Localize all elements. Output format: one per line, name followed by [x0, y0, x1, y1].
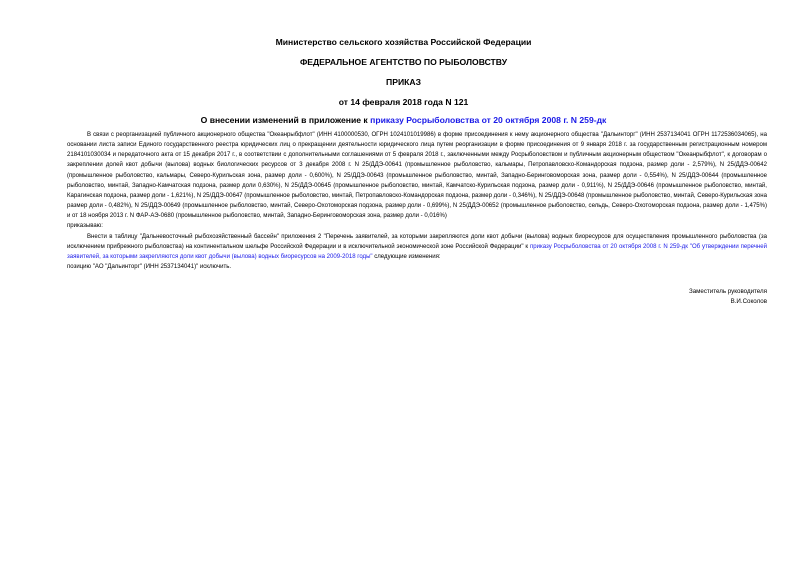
amendment-text: Внести в таблицу "Дальневосточный рыбохозяйственный бассейн" приложения 2 "Перечень заявителей, за которыми закрепляются доли квот добычи (вылова) водных биоресурсов для осуществления промышленного рыболовства (за исключением прибрежного рыболовства) на континентальном шельфе Российской Федерации и в исключительной экономической зоне Российской Федерации" к: [67, 233, 767, 250]
order-word: приказываю:: [67, 223, 103, 230]
doc-title: [0, 115, 807, 125]
title-order-link[interactable]: приказу Росрыболовства от 20 октября 2008 г. N 259-дк: [370, 115, 607, 125]
preamble-paragraph: В связи с реорганизацией публичного акционерного общества "Океанрыбфлот" (ИНН 4100000530, ОГРН 1024101019986) в форме присоединения к нему акционерного общества "Дальинторг" (ИНН 2537134041 ОГРН 1172536034065), на основании листа записи Единого государственного реестра юридических лиц о прекращении деятельности юридического лица путем реорганизации в форме присоединения от 9 января 2018 г. за государственным регистрационным номером 2184101030034 и передаточного акта от 15 декабря 2017 г., в соответствии с дополнительными соглашениями от 5 февраля 2018 г., заключенными между Росрыболовством и публичным акционерным обществом "Океанрыбфлот", к договорам о закреплении долей квот добычи (вылова) водных биологических ресурсов от 3 декабря 2008 г. N 25/ДДЭ-00641 (промышленное рыболовство, кальмары, Петропавловско-Командорская подзона, размер доли - 2,579%), N 25/ДДЭ-00642 (промышленное рыболовство, кальмары, Северо-Курильская зона, размер доли - 0,600%), N 25/ДДЭ-00643 (промышленное рыболовство, минтай, Западно-Беринговоморская зона, размер доли - 0,554%), N 25/ДДЭ-00644 (промышленное рыболовство, минтай, Западно-Камчатская подзона, размер доли 0,630%), N 25/ДДЭ-00645 (промышленное рыболовство, минтай, Камчатско-Курильская подзона, размер доли - 0,911%), N 25/ДДЭ-00646 (промышленное рыболовство, минтай, Карагинская подзона, размер доли - 1,621%), N 25/ДДЭ-00647 (промышленное рыболовство, минтай, Петропавловско-Командорская подзона, размер доли - 0,346%), N 25/ДДЭ-00648 (промышленное рыболовство, минтай, Северо-Курильская зона размер доли - 0,482%), N 25/ДДЭ-00649 (промышленное рыболовство, минтай, Северо-Охотоморская подзона, размер доли - 0,699%), N 25/ДДЭ-00652 (промышленное рыболовство, сельдь, Северо-Охотоморская подзона, размер доли - 1,475%) и от 18 ноября 2013 г. N ФАР-АЭ-0680 (промышленное рыболовство, минтай, Западно-Беринговоморская зона, размер доли - 0,016%): [67, 132, 767, 220]
doc-title-text: О внесении изменений в приложение к: [200, 115, 371, 125]
amended-order-link[interactable]: приказу Росрыболовства от 20 октября 2008 г. N 259-дк "Об утверждении перечней заявителей, за которыми закрепляются доли квот добычи (вылова) водных биоресурсов на 2009-2018 годы": [67, 243, 767, 260]
doc-type-heading: ПРИКАЗ: [386, 77, 421, 87]
agency-heading: ФЕДЕРАЛЬНОЕ АГЕНТСТВО ПО РЫБОЛОВСТВУ: [299, 57, 508, 67]
doc-date-number: от 14 февраля 2018 года N 121: [338, 97, 469, 107]
signature-position: Заместитель руководителя: [688, 288, 767, 295]
exclusion-paragraph: позицию "АО "Дальинторг" (ИНН 2537134041)" исключить.: [67, 264, 232, 271]
ministry-heading: Министерство сельского хозяйства Российской Федерации: [275, 37, 532, 47]
signature-name: В.И.Соколов: [730, 298, 767, 305]
amendment-text-end: следующие изменения:: [372, 253, 441, 260]
amendment-paragraph: [67, 232, 767, 262]
document-body: [67, 130, 767, 272]
